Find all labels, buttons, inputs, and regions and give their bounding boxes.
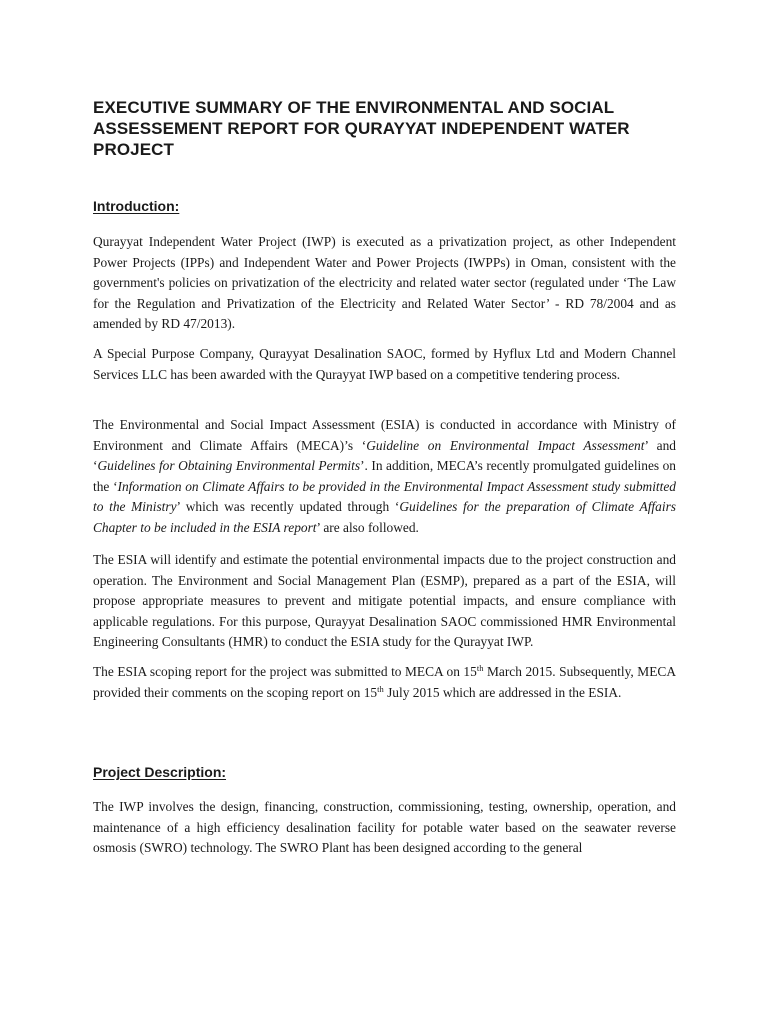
paragraph-text: March 2015. Subsequently, MECA provided their comments on the scoping report on 15: [93, 664, 676, 700]
paragraph-text: ’ which was recently updated through ‘: [176, 499, 400, 514]
introduction-paragraph-3: [93, 415, 676, 538]
introduction-paragraph-2: A Special Purpose Company, Qurayyat Desalination SAOC, formed by Hyflux Ltd and Modern Channel Services LLC has been awarded with the Qurayyat IWP based on a competitive tendering process.: [93, 346, 676, 382]
project-description-heading: Project Description:: [93, 764, 227, 780]
introduction-paragraph-5: [93, 662, 676, 703]
guideline-title-permits: Guidelines for Obtaining Environmental Permits: [97, 458, 361, 473]
introduction-heading: Introduction:: [93, 198, 180, 214]
introduction-paragraph-1: Qurayyat Independent Water Project (IWP) is executed as a privatization project, as other Independent Power Projects (IPPs) and Independent Water and Power Projects (IWPPs) in Oman, consistent with the government's policies on privatization of the electricity and related water sector (regulated under ‘The Law for the Regulation and Privatization of the Electricity and Related Water Sector’ - RD 78/2004 and as amended by RD 47/2013).: [93, 234, 676, 331]
paragraph-text: The ESIA scoping report for the project was submitted to MECA on 15: [93, 664, 477, 679]
guideline-title-eia: Guideline on Environmental Impact Assessment: [366, 437, 645, 453]
document-title: EXECUTIVE SUMMARY OF THE ENVIRONMENTAL AND SOCIAL ASSESSEMENT REPORT FOR QURAYYAT INDEPENDENT WATER PROJECT: [93, 98, 630, 159]
paragraph-text: The Environmental and Social Impact Assessment (ESIA) is conducted in accordance with Ministry of Environment and Climate Affairs (MECA)’s ‘: [93, 417, 676, 453]
ordinal-suffix: th: [377, 683, 384, 694]
ordinal-suffix: th: [476, 663, 484, 673]
guideline-title-climate-chapter: Guidelines for the preparation of Climate Affairs Chapter to be included in the ESIA report: [93, 499, 676, 535]
paragraph-text: July 2015 which are addressed in the ESIA.: [383, 684, 622, 700]
paragraph-text: ’ are also followed.: [316, 519, 419, 535]
introduction-paragraph-4: The ESIA will identify and estimate the potential environmental impacts due to the project construction and operation. The Environment and Social Management Plan (ESMP), prepared as a part of the ESIA, will propose appropriate measures to prevent and mitigate potential impacts, and ensure compliance with applicable regulations. For this purpose, Qurayyat Desalination SAOC commissioned HMR Environmental Engineering Consultants (HMR) to conduct the ESIA study for the Qurayyat IWP.: [93, 552, 676, 649]
project-description-paragraph-1: The IWP involves the design, financing, construction, commissioning, testing, ownership, operation, and maintenance of a high efficiency desalination facility for potable water based on the seawater reverse osmosis (SWRO) technology. The SWRO Plant has been designed according to the general: [93, 799, 676, 855]
paragraph-text: ’. In addition, MECA’s recently promulgated guidelines on the ‘: [93, 458, 676, 494]
guideline-title-climate-info: Information on Climate Affairs to be provided in the Environmental Impact Assessment study submitted to the Ministry: [93, 478, 676, 514]
paragraph-text: ’ and ‘: [93, 437, 676, 473]
